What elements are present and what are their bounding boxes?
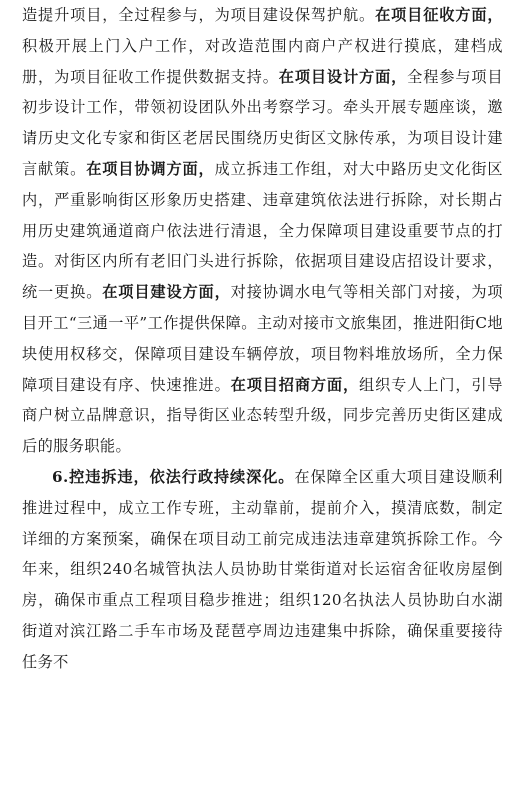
text-run: 积极开展上门入户工作，对改造范围内商户产权进行摸底，建档成册，为项目征收工作提供数据支持。 [22, 36, 503, 86]
subheading-acquisition: 在项目征收方面， [375, 6, 503, 24]
text-run: 成立拆违工作组，对大中路历史文化街区内，严重影响街区形象历史搭建、违章建筑依法进行拆除，对长期占用历史建筑通道商户依法进行清退，全力保障项目建设重要节点的打造。对街区内所有老旧门头进行拆除，依据项目建设店招设计要求，统一更换。 [22, 159, 504, 302]
text-run: 组织专人上门，引导商户树立品牌意识，指导街区业态转型升级，同步完善历史街区建成后的服务职能。 [22, 375, 504, 456]
subheading-construction: 在项目建设方面， [102, 283, 231, 302]
text-run: 造提升项目，全过程参与，为项目建设保驾护航。 [22, 6, 376, 24]
text-run: 对接协调水电气等相关部门对接，为项目开工“三通一平”工作提供保障。主动对接市文旅集团，推进阳街C地块使用权移交，保障项目建设车辆停放，项目物料堆放场所，全力保障项目建设有序、快速推进。 [22, 283, 503, 394]
text-run: 全程参与项目初步设计工作，带领初设团队外出考察学习。牵头开展专题座谈，邀请历史文化专家和街区老居民围绕历史街区文脉传承，为项目设计建言献策。 [22, 67, 504, 178]
paragraph-demolition [22, 462, 503, 678]
subheading-design: 在项目设计方面， [278, 67, 408, 86]
subheading-investment: 在项目招商方面， [230, 375, 360, 394]
paragraph-project-progress [22, 0, 503, 462]
section-heading: 6.控违拆违，依法行政持续深化。 [52, 467, 295, 486]
subheading-coordination: 在项目协调方面， [86, 159, 215, 178]
section-body: 在保障全区重大项目建设顺利推进过程中，成立工作专班，主动靠前，提前介入，摸清底数，制定详细的方案预案，确保在项目动工前完成违法违章建筑拆除工作。今年来，组织240名城管执法人员协助甘棠街道对长运宿舍征收房屋倒房，确保市重点工程项目稳步推进；组织120名执法人员协助白水湖街道对滨江路二手车市场及琵琶亭周边违建集中拆除，确保重要接待任务不 [22, 467, 503, 671]
